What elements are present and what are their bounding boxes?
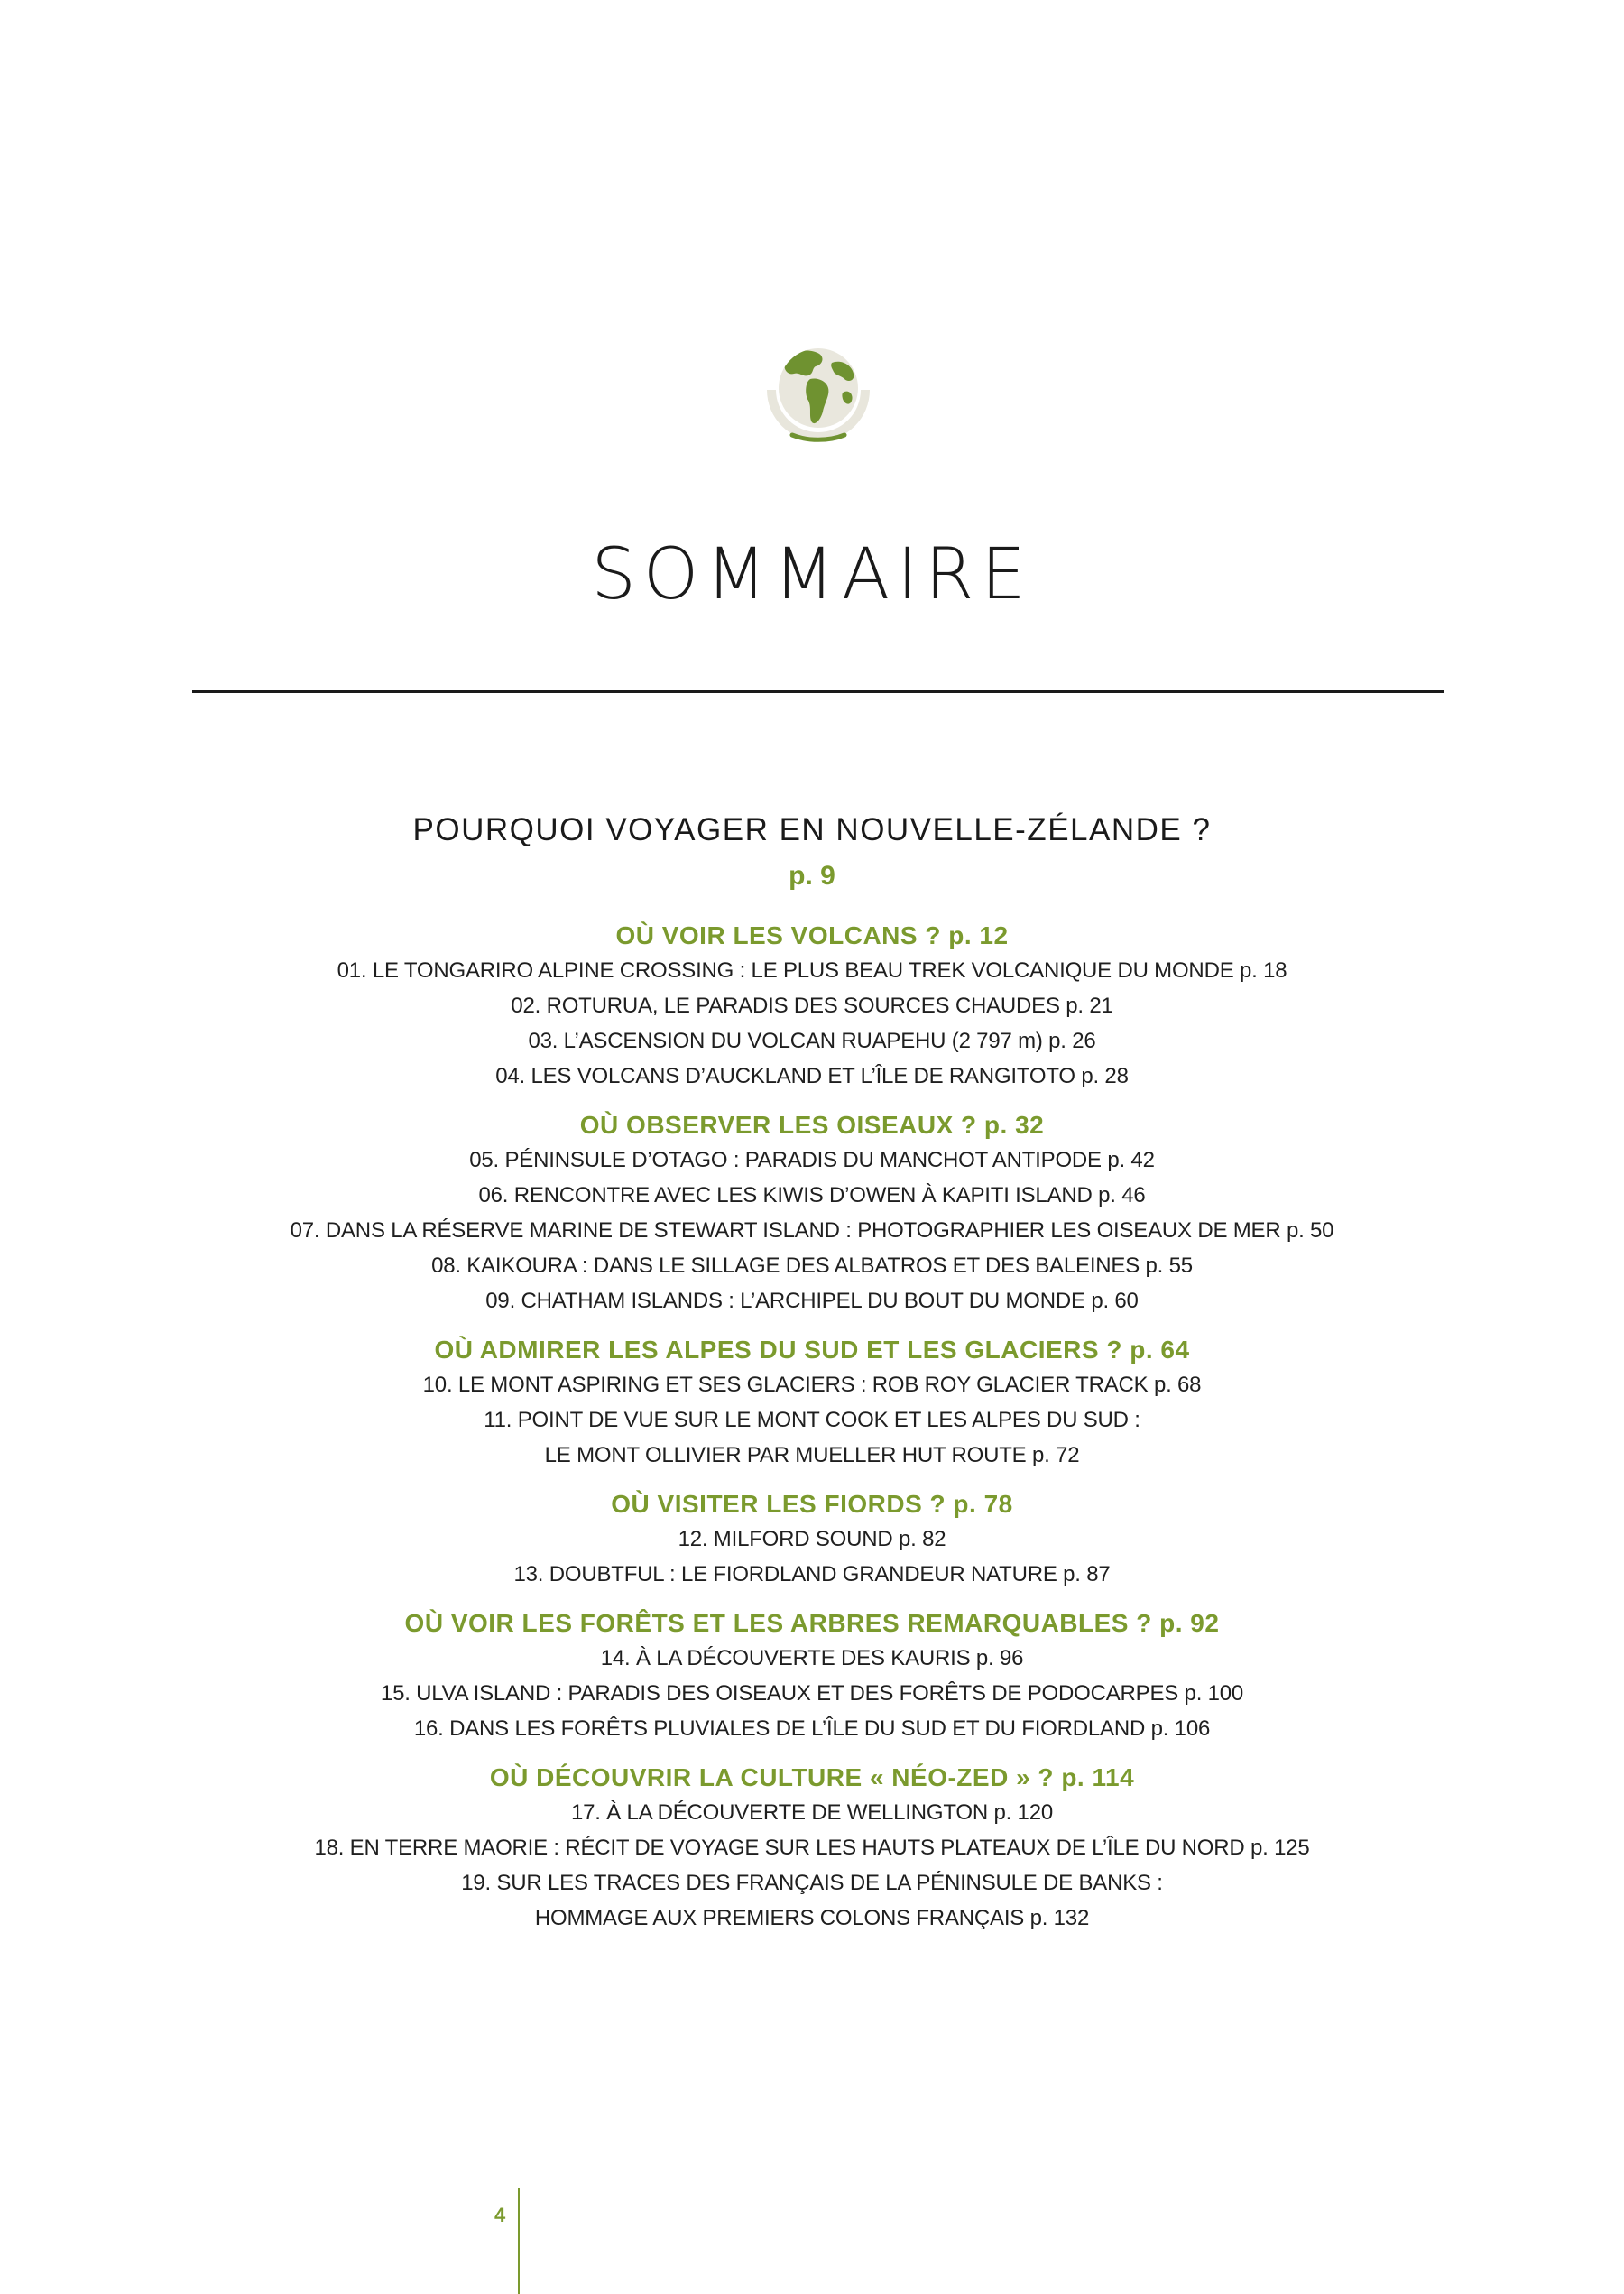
entry-text: 10. LE MONT ASPIRING ET SES GLACIERS : ROB ROY GLACIER TRACK [422,1373,1149,1397]
entry-page: p. 72 [1031,1443,1080,1467]
toc-entry [0,1641,1624,1676]
entry-text: 15. ULVA ISLAND : PARADIS DES OISEAUX ET DES FORÊTS DE PODOCARPES [380,1681,1179,1706]
entry-page: p. 132 [1029,1906,1090,1930]
entry-page: p. 21 [1066,994,1113,1018]
toc-entry [0,1795,1624,1830]
entry-page: p. 55 [1145,1253,1193,1278]
entry-page: p. 120 [993,1800,1053,1825]
entry-page: p. 87 [1063,1562,1111,1586]
entry-text: 19. SUR LES TRACES DES FRANÇAIS DE LA PÉNINSULE DE BANKS : [461,1871,1163,1895]
toc-section [0,1606,1624,1746]
entry-text: 03. L’ASCENSION DU VOLCAN RUAPEHU (2 797 m) [528,1029,1043,1053]
entry-page: p. 125 [1250,1836,1310,1860]
entry-text: 11. POINT DE VUE SUR LE MONT COOK ET LES ALPES DU SUD : [484,1408,1140,1432]
intro-page: p. 9 [789,861,835,891]
entry-page: p. 96 [975,1646,1024,1670]
entry-text: 18. EN TERRE MAORIE : RÉCIT DE VOYAGE SUR LES HAUTS PLATEAUX DE L’ÎLE DU NORD [314,1836,1245,1860]
entry-page: p. 26 [1048,1029,1096,1053]
toc-entry [0,1901,1624,1936]
toc-entry [0,1711,1624,1746]
entry-text: 09. CHATHAM ISLANDS : L’ARCHIPEL DU BOUT DU MONDE [485,1289,1085,1313]
toc-section [0,1333,1624,1473]
entry-page: p. 60 [1091,1289,1139,1313]
entry-text: 14. À LA DÉCOUVERTE DES KAURIS [600,1646,971,1670]
page-number: 4 [494,2204,506,2226]
entry-text: 08. KAIKOURA : DANS LE SILLAGE DES ALBATROS ET DES BALEINES [431,1253,1140,1278]
toc-entry [0,988,1624,1023]
toc-entry [0,1830,1624,1865]
toc-entry [0,1367,1624,1402]
page-title: SOMMAIRE [591,534,1033,615]
entry-page: p. 68 [1153,1373,1202,1397]
entry-text: 07. DANS LA RÉSERVE MARINE DE STEWART ISLAND : PHOTOGRAPHIER LES OISEAUX DE MER [290,1218,1281,1243]
toc-entry [0,1213,1624,1248]
toc-section [0,1108,1624,1318]
toc-entry [0,1059,1624,1094]
entry-page: p. 50 [1286,1218,1334,1243]
toc-entry [0,1438,1624,1473]
entry-text: 05. PÉNINSULE D’OTAGO : PARADIS DU MANCHOT ANTIPODE [469,1148,1102,1172]
entry-text: 06. RENCONTRE AVEC LES KIWIS D’OWEN À KAPITI ISLAND [478,1183,1093,1207]
entry-text: 16. DANS LES FORÊTS PLUVIALES DE L’ÎLE DU SUD ET DU FIORDLAND [413,1716,1146,1741]
section-title: OÙ VOIR LES FORÊTS ET LES ARBRES REMARQUABLES ? p. 92 [404,1609,1220,1637]
toc-entry [0,1557,1624,1592]
toc-section [0,1761,1624,1936]
entry-page: p. 100 [1184,1681,1244,1706]
intro-title: POURQUOI VOYAGER EN NOUVELLE-ZÉLANDE ? [412,812,1212,847]
entry-text: 01. LE TONGARIRO ALPINE CROSSING : LE PLUS BEAU TREK VOLCANIQUE DU MONDE [337,958,1234,983]
section-title: OÙ VISITER LES FIORDS ? p. 78 [611,1490,1013,1518]
entry-text: HOMMAGE AUX PREMIERS COLONS FRANÇAIS [534,1906,1025,1930]
toc-entry [0,1248,1624,1283]
section-title: OÙ VOIR LES VOLCANS ? p. 12 [615,921,1009,949]
entry-page: p. 28 [1081,1064,1129,1088]
toc-section [0,919,1624,1094]
toc-entry [0,1283,1624,1318]
toc-section [0,1487,1624,1592]
toc-entry [0,1142,1624,1178]
entry-page: p. 42 [1107,1148,1155,1172]
entry-page: p. 46 [1098,1183,1146,1207]
toc-entry [0,1676,1624,1711]
section-title: OÙ OBSERVER LES OISEAUX ? p. 32 [579,1111,1045,1139]
toc-entry [0,953,1624,988]
toc-entry [0,1023,1624,1059]
entry-text: 13. DOUBTFUL : LE FIORDLAND GRANDEUR NATURE [513,1562,1057,1586]
entry-text: 12. MILFORD SOUND [678,1527,893,1551]
globe-icon [760,336,877,453]
table-of-contents [0,919,1624,1950]
entry-text: LE MONT OLLIVIER PAR MUELLER HUT ROUTE [544,1443,1027,1467]
entry-text: 02. ROTURUA, LE PARADIS DES SOURCES CHAUDES [511,994,1060,1018]
title-divider [192,690,1444,693]
toc-entry [0,1865,1624,1901]
toc-entry [0,1402,1624,1438]
entry-page: p. 82 [899,1527,946,1551]
entry-text: 04. LES VOLCANS D’AUCKLAND ET L’ÎLE DE RANGITOTO [495,1064,1075,1088]
entry-text: 17. À LA DÉCOUVERTE DE WELLINGTON [571,1800,988,1825]
toc-entry [0,1178,1624,1213]
entry-page: p. 106 [1150,1716,1211,1741]
page-number-rule [518,2188,520,2294]
entry-page: p. 18 [1239,958,1287,983]
section-title: OÙ ADMIRER LES ALPES DU SUD ET LES GLACIERS ? p. 64 [434,1336,1190,1364]
toc-entry [0,1522,1624,1557]
section-title: OÙ DÉCOUVRIR LA CULTURE « NÉO-ZED » ? p. 114 [489,1763,1135,1791]
